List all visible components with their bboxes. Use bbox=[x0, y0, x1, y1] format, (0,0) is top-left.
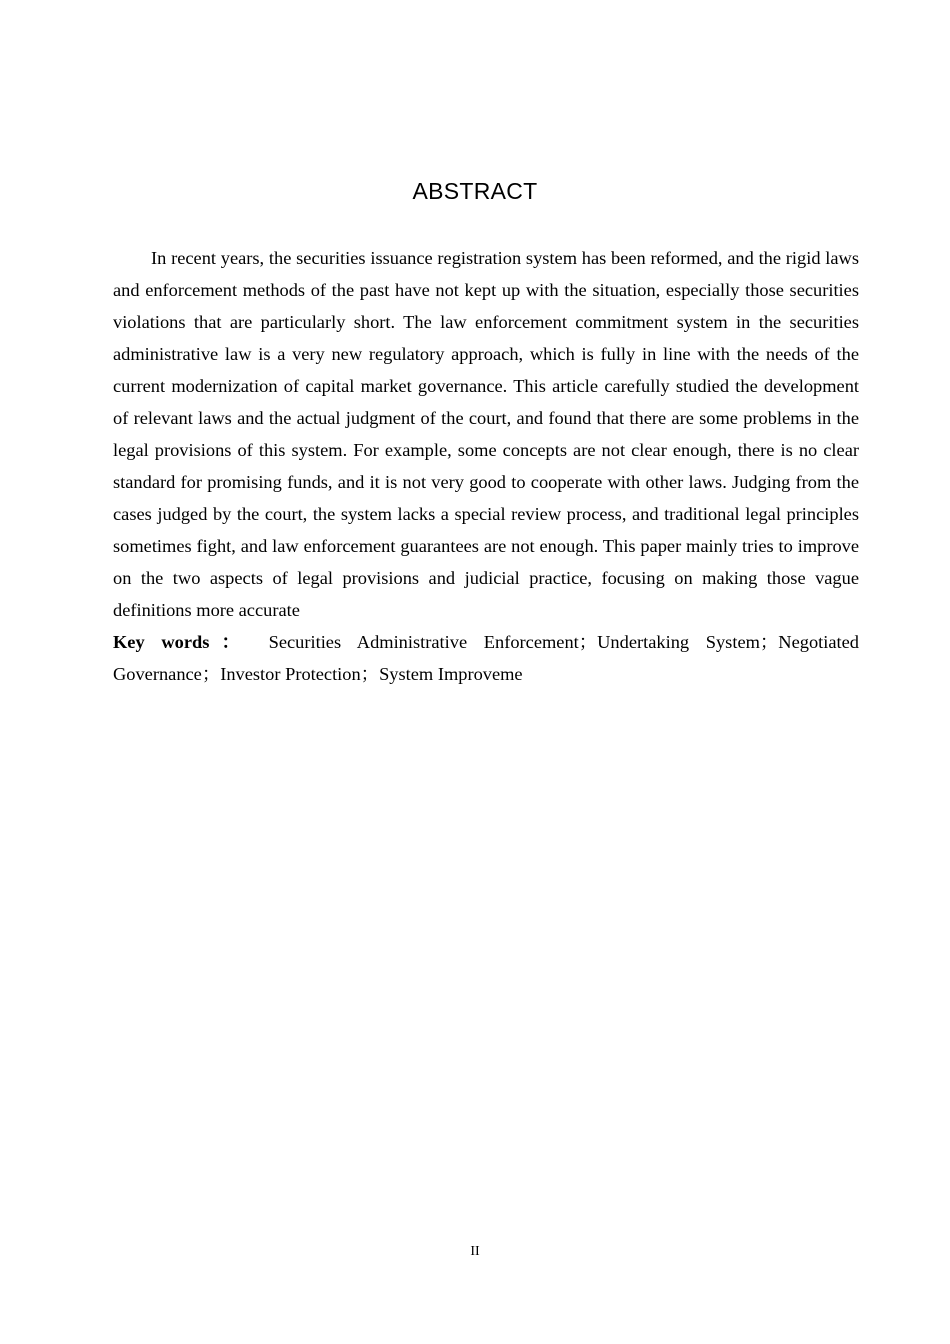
abstract-title: ABSTRACT bbox=[412, 178, 538, 204]
keywords-label: Key words： bbox=[113, 632, 252, 652]
abstract-paragraph: In recent years, the securities issuance registration system has been reformed, and the rigid laws and enforcement methods of the past have not kept up with the situation, especially those securities violations that are particularly short. The law enforcement commitment system in the securities administrative law is a very new regulatory approach, which is fully in line with the needs of the current modernization of capital market governance. This article carefully studied the development of relevant laws and the actual judgment of the court, and found that there are some problems in the legal provisions of this system. For example, some concepts are not clear enough, there is no clear standard for promising funds, and it is not very good to cooperate with other laws. Judging from the cases judged by the court, the system lacks a special review process, and traditional legal principles sometimes fight, and law enforcement guarantees are not enough. This paper mainly tries to improve on the two aspects of legal provisions and judicial practice, focusing on making those vague definitions more accurate bbox=[113, 248, 859, 620]
keywords-paragraph bbox=[113, 626, 859, 690]
keywords-list: Securities Administrative Enforcement；Undertaking System；Negotiated Governance；Investor Protection；System Improveme bbox=[113, 632, 859, 684]
abstract-body bbox=[113, 242, 859, 690]
page-number: II bbox=[470, 1244, 480, 1259]
